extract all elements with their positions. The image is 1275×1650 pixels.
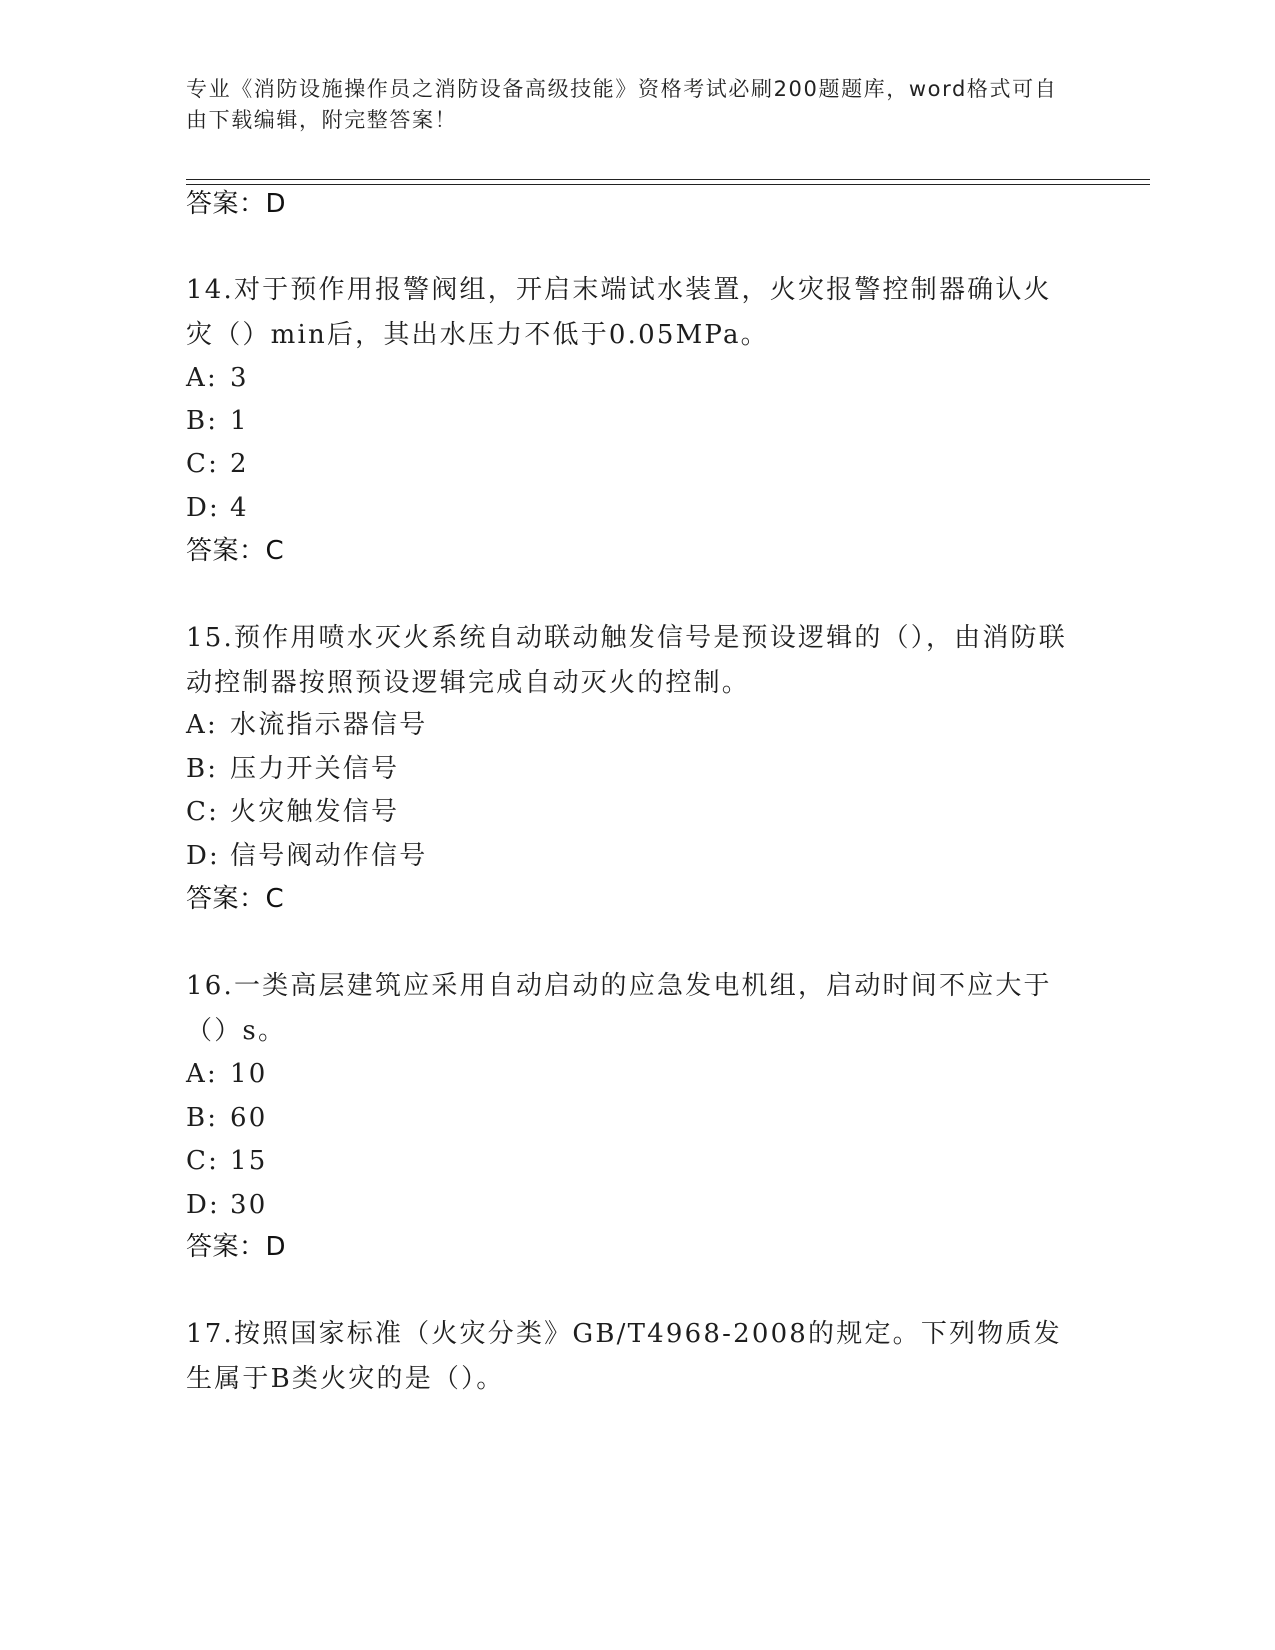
question-15-option-d [186,839,427,873]
question-15-option-c [186,795,399,829]
question-16-option-d [186,1188,267,1222]
option-label: A: [186,363,218,393]
header-divider-bottom [186,184,1150,185]
header-divider-top [186,179,1150,180]
option-label: C: [186,797,220,827]
option-text: 压力开关信号 [230,754,400,784]
option-text: 1 [230,406,249,436]
option-label: D: [186,493,221,523]
option-text: 水流指示器信号 [230,710,428,740]
option-label: C: [186,1146,220,1176]
option-text: 15 [230,1146,268,1176]
option-label: D: [186,841,221,871]
question-15-option-a [186,708,427,742]
option-label: A: [186,1059,218,1089]
document-page [186,0,1146,1650]
option-label: B: [186,754,219,784]
option-text: 信号阀动作信号 [230,841,428,871]
option-text: 2 [230,449,249,479]
question-16-option-b [186,1101,267,1135]
question-15-option-b [186,752,399,786]
question-14-stem: 14.对于预作用报警阀组，开启末端试水装置，火灾报警控制器确认火灾（）min后，其出水压力不低于0.05MPa。 [186,275,1052,350]
option-text: 4 [230,493,249,523]
question-16-option-a [186,1057,267,1091]
question-15-stem: 15.预作用喷水灭火系统自动联动触发信号是预设逻辑的（），由消防联动控制器按照预设逻辑完成自动灭火的控制。 [186,623,1067,698]
option-label: A: [186,710,218,740]
question-16-option-c [186,1144,267,1178]
question-16-stem: 16.一类高层建筑应采用自动启动的应急发电机组，启动时间不应大于（）s。 [186,971,1052,1046]
option-label: B: [186,406,219,436]
answer-line-q16: 答案：D [186,1232,287,1262]
question-14-option-b [186,404,249,438]
option-text: 火灾触发信号 [230,797,400,827]
option-text: 60 [230,1103,268,1133]
answer-line-q15: 答案：C [186,884,285,914]
question-14-option-a [186,361,249,395]
option-label: B: [186,1103,219,1133]
question-14-option-d [186,491,249,525]
answer-line-q13: 答案：D [186,189,287,219]
option-label: D: [186,1190,221,1220]
option-text: 3 [230,363,249,393]
option-text: 30 [230,1190,268,1220]
question-17-stem: 17.按照国家标准（火灾分类》GB/T4968-2008的规定。下列物质发生属于B类火灾的是（）。 [186,1319,1062,1394]
option-label: C: [186,449,220,479]
option-text: 10 [230,1059,268,1089]
document-header: 专业《消防设施操作员之消防设备高级技能》资格考试必刷200题题库，word格式可自由下载编辑，附完整答案！ [186,77,1058,132]
answer-line-q14: 答案：C [186,536,285,566]
question-14-option-c [186,447,249,481]
